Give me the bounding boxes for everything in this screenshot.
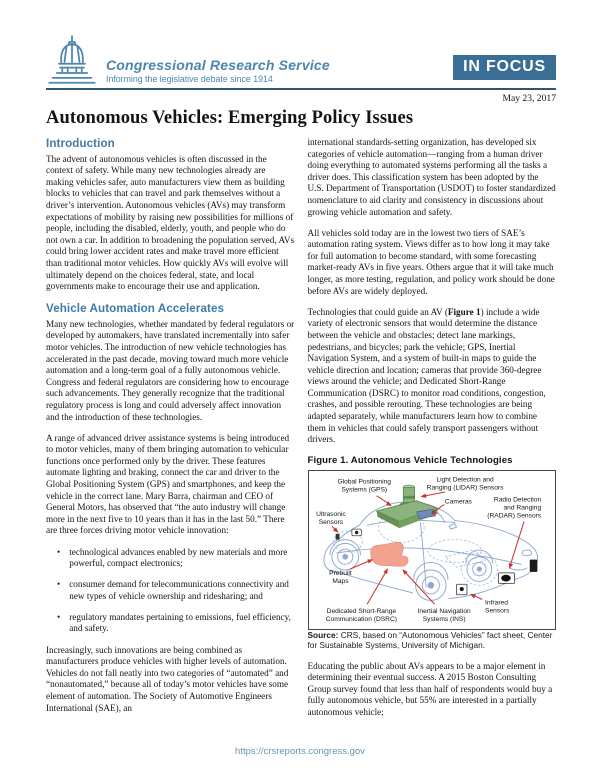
label-ins: Inertial Navigation xyxy=(417,608,471,616)
in-focus-badge: IN FOCUS xyxy=(453,55,556,80)
logo-text xyxy=(106,57,330,86)
left-column xyxy=(46,137,295,728)
svg-text:Communication (DSRC): Communication (DSRC) xyxy=(325,616,397,624)
paragraph-automation-tiers: All vehicles sold today are in the lowest two tiers of SAE’s automation rating system. Views differ as to how long it may take for full automation to become standard, with some forecasting market-ready AVs in five years. Others argue that it will take much longer, as more testing, regulation, and policy work should be done before AVs are widely deployed. xyxy=(307,227,555,296)
label-ultrasonic: Ultrasonic xyxy=(315,511,346,519)
report-date: May 23, 2017 xyxy=(502,93,556,104)
bullet-text: consumer demand for telecommunications connectivity and new types of vehicle ownership and ridesharing; and xyxy=(69,579,289,601)
paragraph-public-education: Educating the public about AVs appears to be a major element in determining their eventual success. A 2015 Boston Consulting Group survey found that less than half of respondents would buy a fully autonomous vehicle, but 55% are interested in a partially autonomous vehicle; xyxy=(307,660,553,717)
right-column xyxy=(308,137,557,728)
org-tagline: Informing the legislative debate since 1914 xyxy=(106,74,273,84)
label-dsrc: Dedicated Short-Range xyxy=(326,608,396,616)
bullet-marker: • xyxy=(57,546,61,557)
figure-1 xyxy=(308,455,557,651)
source-label: Source: xyxy=(307,629,339,640)
paragraph-combined-innovations: Increasingly, such innovations are being combined as manufacturers produce vehicles with higher levels of automation. Vehicles do not fall neatly into two categories of “automated” and “nonautomated,” because all of today’s motor vehicles have some element of automation. The Society of Automotive Engineers International (SAE), an xyxy=(46,644,289,713)
svg-text:Systems (INS): Systems (INS) xyxy=(422,616,466,624)
bullet-item-regulatory-mandates xyxy=(46,612,295,635)
org-name: Congressional Research Service xyxy=(106,57,330,73)
figure-title: Figure 1. Autonomous Vehicle Technologies xyxy=(307,455,513,467)
bullet-item-consumer-demand xyxy=(46,579,295,602)
paragraph-driver-assistance: A range of advanced driver assistance systems is being introduced to motor vehicles, many of them bringing automation to vehicular functions once performed only by the driver. These features automate lighting and braking, connect the car and driver to the Global Positioning System (GPS) and smartphones, and keep the vehicle in the correct lane. Mary Barra, chairman and CEO of General Motors, has observed that “the auto industry will change more in the next five to 10 years than it has in the last 50.” There are three forces driving motor vehicle innovation: xyxy=(46,432,290,536)
svg-text:Systems (GPS): Systems (GPS) xyxy=(340,486,387,494)
paragraph-text: ) include a wide variety of electronic sensors that would determine the distance between the vehicle and obstacles; detect lane markings, pedestrians, and bicycles; park the vehicle; GPS, Inertial Navigation System, and a system of built-in maps to guide the vehicle direction and location; cameras that provide 360-degree views around the vehicle; and Dedicated Short-Range Communication (DSRC) to monitor road conditions, congestion, crashes, and possible rerouting. These technologies are being adapted separately, while manufacturers learn how to combine them in vehicles that could safely transport passengers without drivers. xyxy=(307,306,546,445)
header-rule xyxy=(46,88,556,90)
figure-source-note xyxy=(308,630,557,652)
svg-text:and Ranging: and Ranging xyxy=(503,505,541,513)
header xyxy=(46,34,556,86)
autonomous-vehicle-diagram xyxy=(310,473,555,627)
bullet-text: regulatory mandates pertaining to emissions, fuel efficiency, and safety. xyxy=(69,611,291,634)
section-heading-introduction: Introduction xyxy=(46,137,115,150)
bullet-marker: • xyxy=(57,579,61,590)
svg-text:Maps: Maps xyxy=(331,578,349,586)
label-gps: Global Positioning xyxy=(336,478,391,486)
bullet-marker: • xyxy=(57,611,61,622)
maps-dsrc-hardware xyxy=(370,543,408,567)
footer-url-link[interactable]: https://crsreports.congress.gov xyxy=(235,746,365,757)
car-wheels xyxy=(328,544,491,601)
figure-reference: Figure 1 xyxy=(447,306,481,317)
label-lidar: Light Detection and xyxy=(435,476,494,484)
paragraph-text: Technologies that could guide an AV ( xyxy=(307,306,448,317)
svg-text:Sensors: Sensors xyxy=(318,519,343,527)
crs-logo xyxy=(46,34,330,86)
svg-text:Sensors: Sensors xyxy=(484,607,509,615)
bullet-item-technology xyxy=(46,547,295,570)
label-cameras: Cameras xyxy=(444,498,472,506)
section-heading-vehicle-automation: Vehicle Automation Accelerates xyxy=(46,302,225,316)
paragraph-automation-accelerates: Many new technologies, whether mandated by federal regulators or developed by automakers, have translated incrementally into safer motor vehicles. The introduction of new vehicle technologies has accelerated in the past decade, moving toward much more vehicle automation and a long-term goal of a fully autonomous vehicle. Congress and federal regulators are considering how to encourage such advancements. They generally recognize that the traditional regulatory process is long and could adversely affect innovation and the introduction of these technologies. xyxy=(46,318,295,422)
footer xyxy=(0,746,600,757)
paragraph-sae-categories: international standards-setting organization, has developed six categories of vehicle automation—ranging from a human driver doing everything to automated systems performing all the tasks a driver does. This classification system has been adopted by the U.S. Department of Transportation (USDOT) to foster standardized nomenclature to aid clarity and consistency in discussions about growing vehicle automation and safety. xyxy=(307,137,556,217)
figure-labels xyxy=(316,477,542,623)
label-prebuilt-maps: Prebuilt xyxy=(328,570,352,578)
svg-text:(RADAR) Sensors: (RADAR) Sensors xyxy=(486,513,541,521)
source-text: CRS, based on “Autonomous Vehicles” fact sheet, Center for Sustainable Systems, University of Michigan. xyxy=(307,629,553,651)
capitol-dome-icon xyxy=(46,34,98,86)
paragraph-av-technologies xyxy=(308,307,557,446)
svg-text:Ranging (LIDAR) Sensors: Ranging (LIDAR) Sensors xyxy=(426,485,503,493)
label-radar: Radio Detection xyxy=(493,496,541,504)
bullet-text: technological advances enabled by new materials and more powerful, compact electronics; xyxy=(69,546,288,569)
page-title: Autonomous Vehicles: Emerging Policy Issues xyxy=(46,108,414,128)
figure-box xyxy=(308,470,557,629)
content-columns xyxy=(46,137,556,728)
paragraph-introduction: The advent of autonomous vehicles is often discussed in the context of safety. While many new technologies already are making vehicles safer, auto manufacturers view them as building blocks to vehicles that can travel and park themselves without a driver’s intervention. Autonomous vehicles (AVs) may transform expectations of mobility by raising new possibilities for millions of people, including the disabled, elderly, youth, and people who do not own a car. In addition to broadening the population served, AVs could bring lower accident rates and make travel more efficient than traditional motor vehicles. How quickly AVs will evolve will ultimately depend on the choices federal, state, and local governments make to encourage their use and application. xyxy=(46,153,295,292)
label-infrared: Infrared xyxy=(484,599,508,607)
